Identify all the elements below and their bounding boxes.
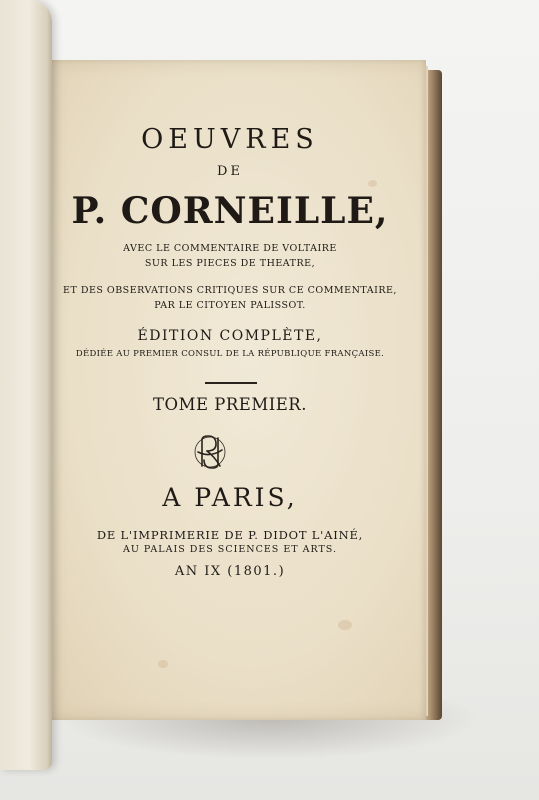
divider-rule: [205, 382, 257, 384]
dedication: DÉDIÉE AU PREMIER CONSUL DE LA RÉPUBLIQUE FRANÇAISE.: [75, 349, 385, 359]
commentary-line-2: SUR LES PIECES DE THEATRE,: [144, 258, 316, 269]
title-connector: DE: [217, 164, 243, 179]
publication-year: AN IX (1801.): [174, 564, 286, 579]
volume-label: TOME PREMIER.: [153, 395, 307, 414]
front-cover-board: [0, 0, 52, 770]
title-page-text: [40, 60, 420, 700]
imprint-city: A PARIS,: [162, 483, 298, 512]
author-name: P. CORNEILLE,: [71, 190, 389, 232]
book-title: OEUVRES: [141, 124, 319, 155]
printer-monogram-icon: [192, 432, 228, 472]
observations-line-1: ET DES OBSERVATIONS CRITIQUES SUR CE COMMENTAIRE,: [63, 285, 397, 296]
printer-location: AU PALAIS DES SCIENCES ET ARTS.: [123, 544, 337, 555]
printer-name: DE L'IMPRIMERIE DE P. DIDOT L'AINÉ,: [96, 528, 364, 542]
edition-statement: ÉDITION COMPLÈTE,: [137, 328, 323, 344]
observations-line-2: PAR LE CITOYEN PALISSOT.: [154, 300, 306, 311]
commentary-line-1: AVEC LE COMMENTAIRE DE VOLTAIRE: [123, 243, 337, 254]
